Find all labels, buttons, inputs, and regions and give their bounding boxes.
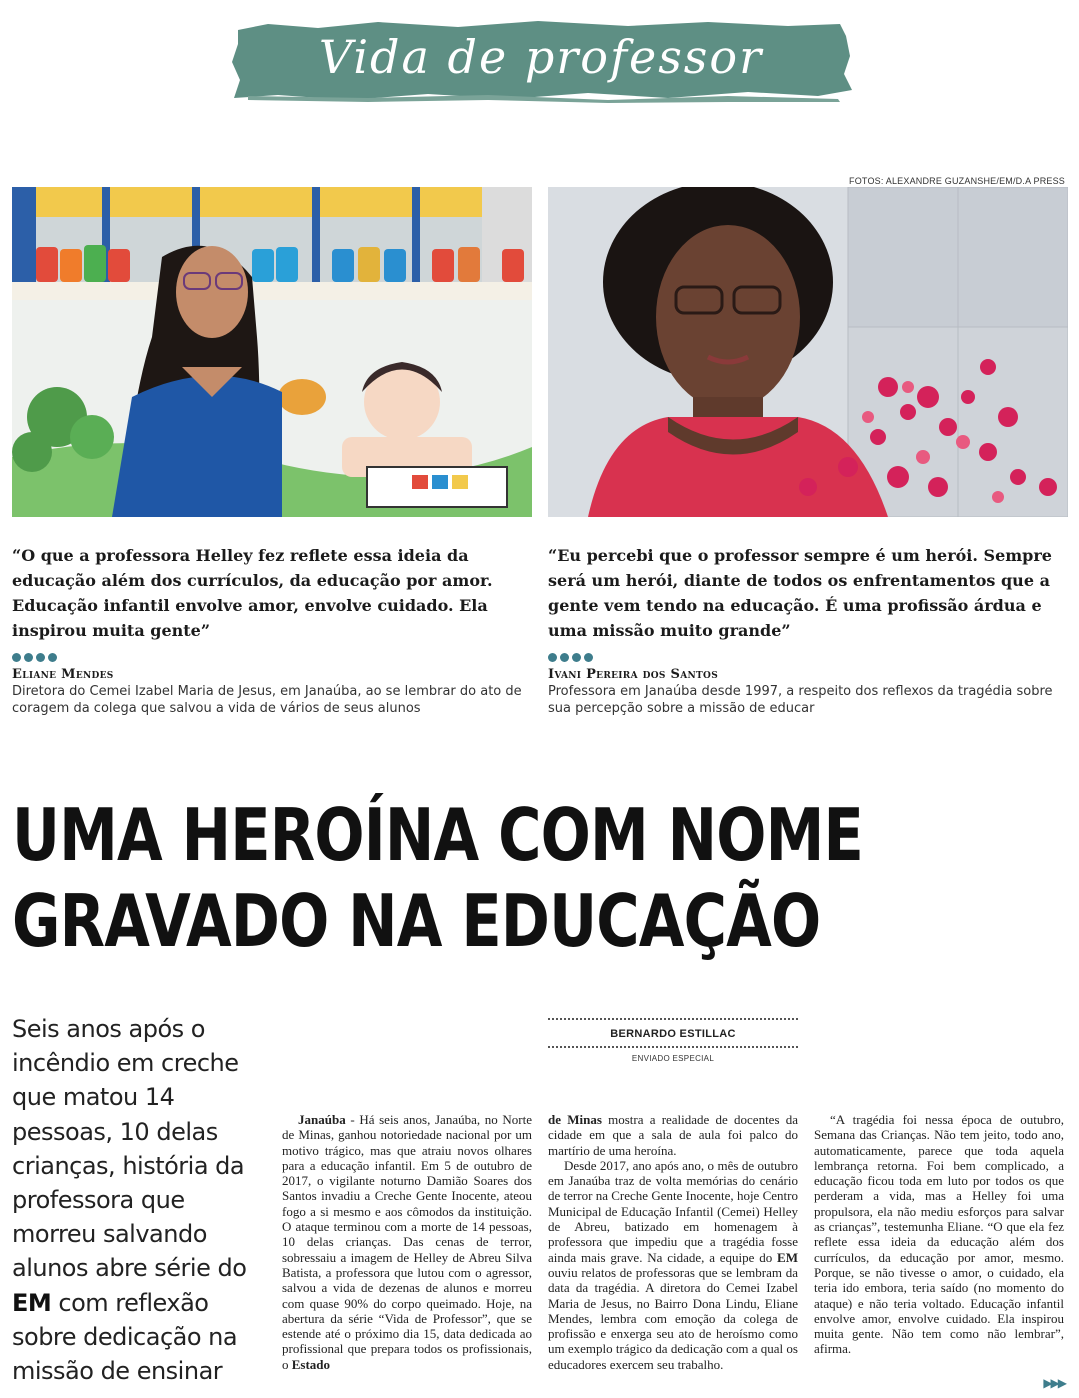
article-headline — [12, 792, 873, 964]
quote-eliane — [12, 543, 532, 717]
headline-line-2: GRAVADO NA EDUCAÇÃO — [12, 879, 821, 963]
dateline: Janaúba — [298, 1112, 346, 1127]
quote-text: “O que a professora Helley fez reflete essa ideia da educação além dos currículos, da educação por amor. Educação infantil envolve amor, envolve cuidado. Ela inspirou muita gente” — [12, 546, 493, 640]
byline-role: ENVIADO ESPECIAL — [631, 1054, 715, 1063]
body-paragraph: Desde 2017, ano após ano, o mês de outubro em Janaúba traz de volta memórias do cenário de terror na Creche Gente Inocente, hoje Centro Municipal de Educação Infantil (Cemei) Helley de Abreu, batizado em homenagem à professora que impediu que a tragédia fosse ainda mais grave. Na cidade, a equipe do — [548, 1157, 798, 1265]
body-paragraph: “A tragédia foi nessa época de outubro, Semana das Crianças. Não tem jeito, todo ano, automaticamente, parece que toda aquela lembrança retorna. Foi bem complicado, a educação ficou toda em luto por todos os que perderam a vida, mas a Helley foi uma propulsora, ela não mediu esforços para salvar as crianças”, testemunha Eliane. “O que ela fez reflete essa ideia da educação além dos currículos, da educação por amor, mesmo. Porque, se não tivesse o amor, o cuidado, ela teria ido embora, teria saído (no momento do ataque) e não teria voltado. Educação infantil envolve amor, envolve cuidado. Ela inspirou muita gente. Não tem como não lembrar”, afirma. — [814, 1112, 1064, 1357]
quote-text: “Eu percebi que o professor sempre é um herói. Sempre será um herói, diante de todos os enfrentamentos que a gente vem tendo na educação. É uma profissão árdua e uma missão muito grande” — [548, 546, 1052, 640]
quote-author-name: Eliane Mendes — [12, 667, 114, 682]
quote-author-role: Professora em Janaúba desde 1997, a respeito dos reflexos da tragédia sobre sua percepção sobre a missão de educar — [548, 684, 1053, 716]
dek-text-before: Seis anos após o incêndio em creche que matou 14 pessoas, 10 delas crianças, história da professora que morreu salvando alunos abre série do — [12, 1015, 247, 1283]
photo-credit: FOTOS: ALEXANDRE GUZANSHE/EM/D.A PRESS — [849, 176, 1065, 186]
quote-author-name: Ivani Pereira dos Santos — [548, 667, 718, 682]
quote-dots-ornament — [12, 653, 532, 663]
dek-text-after: com reflexão sobre dedicação na missão de ensinar — [12, 1288, 238, 1386]
em-mention: EM — [777, 1249, 798, 1265]
section-title: Vida de professor — [318, 30, 764, 84]
dek-em-logo: EM — [12, 1288, 52, 1317]
body-column-1 — [282, 1112, 532, 1382]
quote-ivani — [548, 543, 1068, 717]
headline-line-1: UMA HEROÍNA COM NOME — [12, 793, 864, 877]
newspaper-name-continued: de Minas — [548, 1112, 602, 1127]
quote-author-role: Diretora do Cemei Izabel Maria de Jesus, em Janaúba, ao se lembrar do ato de coragem da colega que salvou a vida de vários de seus alunos — [12, 684, 522, 716]
byline — [548, 1018, 798, 1063]
body-paragraph: ouviu relatos de professoras que se lembram da data da tragédia. A diretora do Cemei Izabel Maria de Jesus, no Bairro Dona Lindu, Eliane Mendes, lembra com emoção da colega de profissão e enxerga seu ato de heroísmo como um exemplo trágico da dedicação com a qual os educadores exercem seu trabalho. — [548, 1264, 798, 1372]
body-paragraph: - Há seis anos, Janaúba, no Norte de Minas, ganhou notoriedade nacional por um motivo trágico, mas que atraiu novos olhares para a educação infantil. Em 5 de outubro de 2017, o vigilante noturno Damião Soares dos Santos invadiu a Creche Gente Inocente, ateou fogo a si mesmo e aos cômodos da instituição. O ataque terminou com a morte de 14 pessoas, 10 delas crianças. Das cenas de terror, sobressaiu a imagem de Helley de Abreu Silva Batista, a professora que lutou com o agressor, salvou a vida de dezenas de alunos e morreu com quase 90% do corpo queimado. Hoje, na abertura da série “Vida de Professor”, que se estende até o próximo dia 15, data dedicada ao profissional que prepara todos os profissionais, o — [282, 1112, 532, 1372]
body-paragraph: mostra a realidade de docentes da cidade em que a sala de aula foi palco do martírio de uma heroína. — [548, 1112, 798, 1158]
byline-author: BERNARDO ESTILLAC — [610, 1028, 736, 1040]
article-dek — [12, 1012, 274, 1388]
photo-eliane-mendes — [12, 187, 532, 517]
section-banner — [228, 16, 854, 104]
body-column-3 — [814, 1112, 1064, 1382]
continue-arrows-icon: ▶▶▶ — [1043, 1376, 1065, 1390]
quote-dots-ornament — [548, 653, 1068, 663]
photo-ivani-pereira — [548, 187, 1068, 517]
body-column-2 — [548, 1112, 798, 1382]
newspaper-name: Estado — [291, 1356, 331, 1372]
